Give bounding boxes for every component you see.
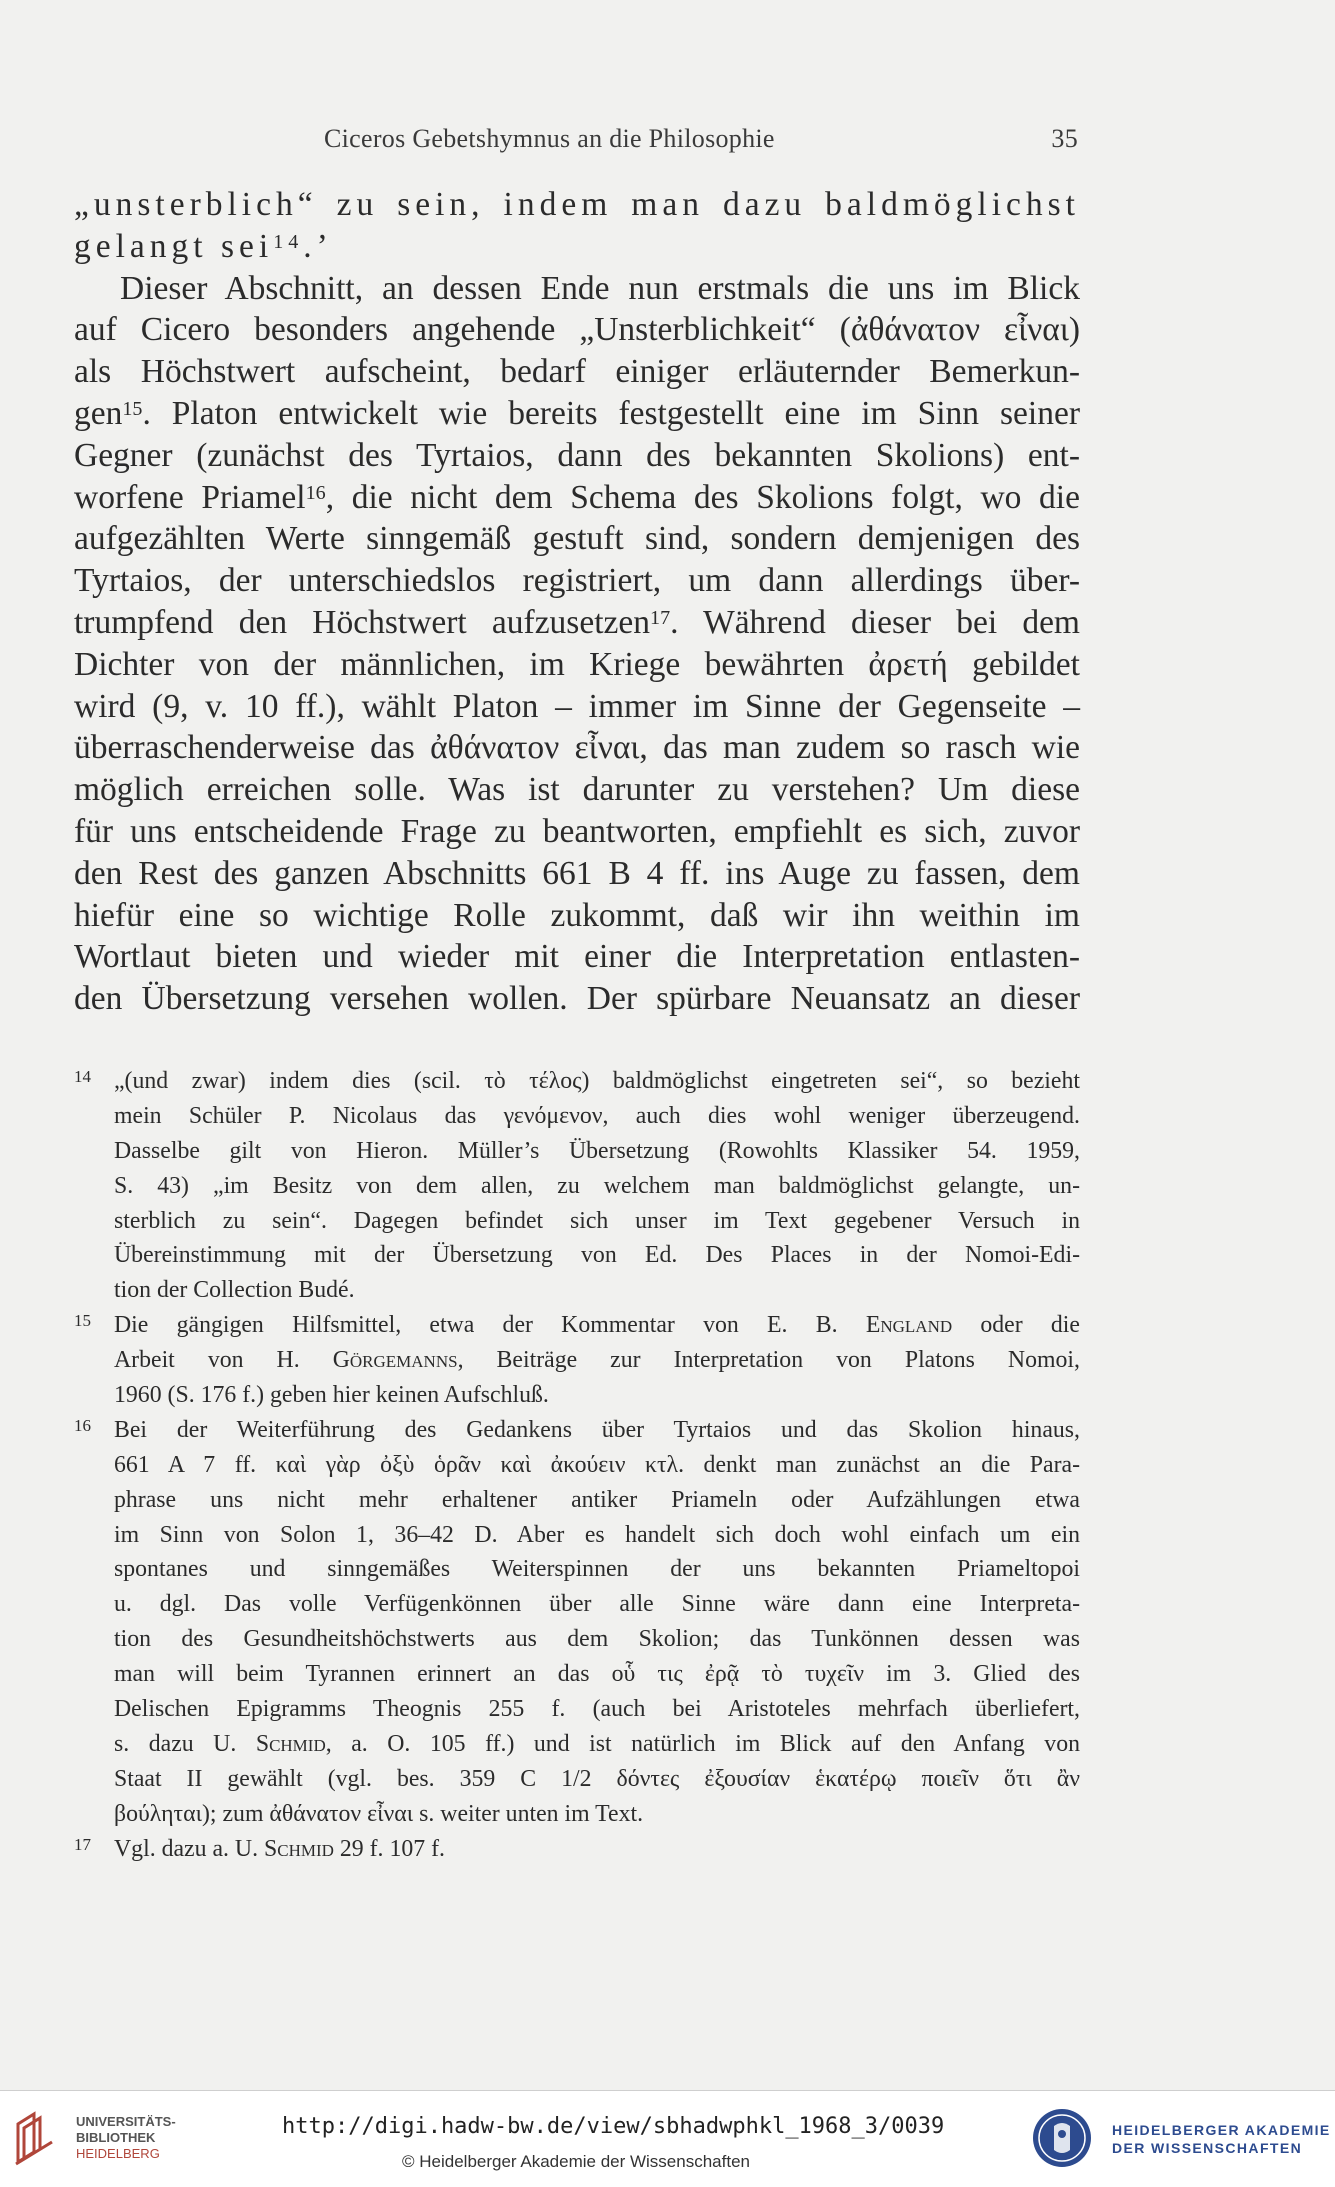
- footnotes: [74, 1064, 1080, 1866]
- text-line: den Rest des ganzen Abschnitts 661 B 4 ff. ins Auge zu fassen, dem: [74, 854, 1080, 892]
- footnote-number: 16: [74, 1415, 91, 1435]
- footnote-line: S. 43) „im Besitz von dem allen, zu welchem man baldmöglichst gelangte, un-: [114, 1172, 1080, 1199]
- text-line: Gegner (zunächst des Tyrtaios, dann des bekannten Skolions) ent-: [74, 436, 1080, 474]
- text-line: trumpfend den Höchstwert aufzusetzen$^{17}$. Während dieser bei dem: [74, 603, 1080, 641]
- footnote-ref[interactable]: 17: [650, 606, 671, 629]
- running-header: [74, 124, 1078, 164]
- footnote-number: 15: [74, 1311, 91, 1331]
- text-line: Wortlaut bieten und wieder mit einer die Interpretation entlasten-: [74, 938, 1080, 976]
- footnote-line: mein Schüler P. Nicolaus das γενόμενον, auch dies wohl weniger überzeugend.: [114, 1102, 1080, 1129]
- university-library-name: UNIVERSITÄTS- BIBLIOTHEK HEIDELBERG: [76, 2114, 176, 2161]
- header-title: Ciceros Gebetshymnus an die Philosophie: [324, 124, 775, 153]
- footnote-line: u. dgl. Das volle Verfügenkönnen über alle Sinne wäre dann eine Interpreta-: [114, 1591, 1080, 1618]
- footnote-line: βούληται); zum ἀθάνατον εἶναι s. weiter unten im Text.: [114, 1800, 644, 1827]
- text-line: als Höchstwert aufscheint, bedarf einiger erläuternder Bemerkun-: [74, 353, 1080, 391]
- footnote-line: tion des Gesundheitshöchstwerts aus dem Skolion; das Tunkönnen dessen was: [114, 1626, 1080, 1653]
- footnote-line: Arbeit von H. Görgemanns, Beiträge zur Interpretation von Platons Nomoi,: [114, 1347, 1080, 1374]
- text-line: für uns entscheidende Frage zu beantworten, empfiehlt es sich, zuvor: [74, 812, 1080, 850]
- footnote-line: Delischen Epigramms Theognis 255 f. (auch bei Aristoteles mehrfach überliefert,: [114, 1696, 1080, 1723]
- footnote-14: [74, 1064, 1080, 1308]
- text-line: aufgezählten Werte sinngemäß gestuft sind, sondern demjenigen des: [74, 520, 1080, 558]
- footnote-line: 661 A 7 ff. καὶ γὰρ ὀξὺ ὁρᾶν καὶ ἀκούειν κτλ. denkt man zunächst an die Para-: [114, 1451, 1080, 1478]
- academy-seal-icon: [1030, 2106, 1094, 2170]
- page-number: 35: [1051, 124, 1078, 153]
- copyright-notice: © Heidelberger Akademie der Wissenschaften: [402, 2152, 750, 2171]
- footnote-line: im Sinn von Solon 1, 36–42 D. Aber es handelt sich doch wohl einfach um ein: [114, 1521, 1080, 1548]
- text-line: den Übersetzung versehen wollen. Der spürbare Neuansatz an dieser: [74, 980, 1080, 1018]
- footnote-line: Bei der Weiterführung des Gedankens über Tyrtaios und das Skolion hinaus,: [114, 1416, 1080, 1443]
- footnote-line: Vgl. dazu a. U. Schmid 29 f. 107 f.: [114, 1835, 445, 1862]
- footnote-15: [74, 1308, 1080, 1413]
- footnote-number: 14: [74, 1067, 91, 1086]
- text-line: Tyrtaios, der unterschiedslos registriert, um dann allerdings über-: [74, 562, 1080, 600]
- text-line: gen$^{15}$. Platon entwickelt wie bereits festgestellt eine im Sinn seiner: [74, 394, 1080, 432]
- footnote-line: sterblich zu sein“. Dagegen befindet sich unser im Text gegebener Versuch in: [114, 1207, 1080, 1234]
- footnote-ref[interactable]: 14: [273, 230, 304, 253]
- text-line: Dieser Abschnitt, an dessen Ende nun erstmals die uns im Blick: [120, 269, 1080, 307]
- footnote-line: spontanes und sinngemäßes Weiterspinnen der uns bekannten Priameltopoi: [114, 1556, 1080, 1583]
- footnote-line: s. dazu U. Schmid, a. O. 105 ff.) und ist natürlich im Blick auf den Anfang von: [114, 1730, 1080, 1757]
- footnote-line: Übereinstimmung mit der Übersetzung von Ed. Des Places in der Nomoi-Edi-: [114, 1242, 1080, 1269]
- text-line: Dichter von der männlichen, im Kriege bewährten ἀρετή gebildet: [74, 645, 1080, 683]
- footnote-line: „(und zwar) indem dies (scil. τὸ τέλος) baldmöglichst eingetreten sei“, so bezieht: [114, 1068, 1080, 1094]
- main-text: [74, 184, 1080, 1020]
- text-line: worfene Priamel$^{16}$, die nicht dem Schema des Skolions folgt, wo die: [74, 478, 1080, 516]
- text-line: „unsterblich“ zu sein, indem man dazu baldmöglichst: [74, 186, 1080, 223]
- text-line: wird (9, v. 10 ff.), wählt Platon – immer im Sinne der Gegenseite –: [74, 687, 1080, 725]
- footnote-ref[interactable]: 15: [122, 397, 143, 420]
- text-line: auf Cicero besonders angehende „Unsterblichkeit“ (ἀθάνατον εἶναι): [74, 311, 1080, 349]
- footnote-number: 17: [74, 1834, 91, 1854]
- permalink-url[interactable]: http://digi.hadw-bw.de/view/sbhadwphkl_1968_3/0039: [282, 2114, 945, 2139]
- text-line: hiefür eine so wichtige Rolle zukommt, daß wir ihn weithin im: [74, 896, 1080, 934]
- footnote-line: Die gängigen Hilfsmittel, etwa der Kommentar von E. B. England oder die: [114, 1312, 1080, 1339]
- academy-name: HEIDELBERGER AKADEMIE DER WISSENSCHAFTEN: [1112, 2122, 1331, 2156]
- footnote-17: [74, 1832, 1080, 1867]
- text-line: überraschenderweise das ἀθάνατον εἶναι, das man zudem so rasch wie: [74, 729, 1080, 767]
- text-line: möglich erreichen solle. Was ist darunter zu verstehen? Um diese: [74, 771, 1080, 809]
- footnote-line: 1960 (S. 176 f.) geben hier keinen Aufschluß.: [114, 1382, 549, 1409]
- footnote-line: tion der Collection Budé.: [114, 1277, 355, 1304]
- footnote-line: man will beim Tyrannen erinnert an das οὗ τις ἐρᾷ τὸ τυχεῖν im 3. Glied des: [114, 1661, 1080, 1688]
- text-line: gelangt sei$^{14}$.’: [74, 227, 333, 265]
- footnote-line: Staat II gewählt (vgl. bes. 359 C 1/2 δόντες ἐξουσίαν ἑκατέρῳ ποιεῖν ὅτι ἂν: [114, 1765, 1080, 1792]
- footnote-ref[interactable]: 16: [305, 481, 326, 504]
- university-library-logo-icon: [12, 2110, 62, 2166]
- footnote-line: Dasselbe gilt von Hieron. Müller’s Übersetzung (Rowohlts Klassiker 54. 1959,: [114, 1137, 1080, 1164]
- footnote-16: [74, 1413, 1080, 1832]
- footnote-line: phrase uns nicht mehr erhaltener antiker Priameln oder Aufzählungen etwa: [114, 1486, 1080, 1513]
